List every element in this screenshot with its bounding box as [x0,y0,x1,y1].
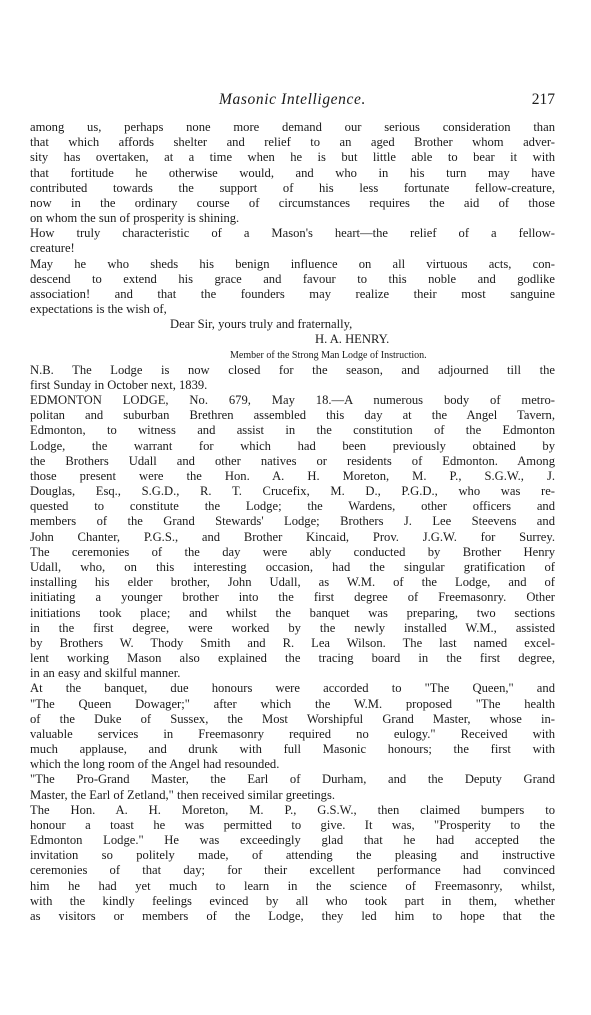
text-line: "The Queen Dowager;" after which the W.M. proposed "The health [30,696,555,711]
page-number: 217 [531,91,555,108]
text-line: much applause, and drunk with full Masonic honours; the first with [30,742,555,757]
text-line: N.B. The Lodge is now closed for the season, and adjourned till the [30,362,555,377]
text-line: sity has overtaken, at a time when he is but little able to bear it with [30,150,555,165]
text-line: Lodge, the warrant for which had been previously obtained by [30,438,555,453]
text-line: members of the Grand Stewards' Lodge; Brothers J. Lee Steevens and [30,514,555,529]
text-line: May he who sheds his benign influence on all virtuous acts, con- [30,256,555,271]
text-line: the Brothers Udall and other natives or residents of Edmonton. Among [30,453,555,468]
text-line: in an easy and skilful manner. [30,666,181,681]
text-line: lent working Mason also explained the tracing board in the first degree, [30,651,555,666]
text-line: quested to constitute the Lodge; the Wardens, other officers and [30,499,555,514]
text-line: association! and that the founders may realize their most sanguine [30,286,555,301]
text-line: contributed towards the support of his less fortunate fellow-creature, [30,180,555,195]
body-text [30,120,555,924]
text-line: valuable services in Freemasonry required no eulogy." Received with [30,726,555,741]
page-header [30,91,555,111]
text-line: him he had yet much to learn in the science of Freemasonry, whilst, [30,878,555,893]
text-line: How truly characteristic of a Mason's heart—the relief of a fellow- [30,226,555,241]
text-line: At the banquet, due honours were accorded to "The Queen," and [30,681,555,696]
text-line: installing his elder brother, John Udall, as W.M. of the Lodge, and of [30,575,555,590]
text-line: that which affords shelter and relief to an aged Brother whom adver- [30,135,555,150]
text-line: descend to extend his grace and favour to this noble and godlike [30,271,555,286]
text-line: as visitors or members of the Lodge, they led him to hope that the [30,908,555,923]
text-line: Udall, who, on this interesting occasion, had the singular gratification of [30,559,555,574]
text-line: of the Duke of Sussex, the Most Worshipful Grand Master, whose in- [30,711,555,726]
text-line: among us, perhaps none more demand our serious consideration than [30,120,555,134]
text-line: John Chanter, P.G.S., and Brother Kincaid, Prov. J.G.W. for Surrey. [30,529,555,544]
text-line: by Brothers W. Thody Smith and R. Lea Wilson. The last named excel- [30,635,555,650]
text-line: honour a toast he was permitted to give. It was, "Prosperity to the [30,817,555,832]
text-line: initiations took place; and whilst the banquet was preparing, two sections [30,605,555,620]
text-line: Edmonton Lodge." He was exceedingly glad that he had accepted the [30,833,555,848]
text-line: now in the ordinary course of circumstances requires the aid of those [30,195,555,210]
text-line: which the long room of the Angel had resounded. [30,757,280,772]
letter-signature: H. A. HENRY. [315,332,390,347]
text-line: The ceremonies of the day were ably conducted by Brother Henry [30,544,555,559]
text-line: Edmonton, to witness and assist in the constitution of the Edmonton [30,423,555,438]
text-line: expectations is the wish of, [30,302,167,317]
text-line: invitation so politely made, of attending the pleasing and instructive [30,848,555,863]
text-line: EDMONTON LODGE, No. 679, May 18.—A numerous body of metro- [30,393,555,408]
text-line: "The Pro-Grand Master, the Earl of Durham, and the Deputy Grand [30,772,555,787]
text-line: with the kindly feelings evinced by all who took part in them, whether [30,893,555,908]
text-line: that fortitude he otherwise would, and who in his turn may have [30,165,555,180]
text-line: The Hon. A. H. Moreton, M. P., G.S.W., then claimed bumpers to [30,802,555,817]
text-line: ceremonies of that day; for their excellent performance had convinced [30,863,555,878]
text-line: first Sunday in October next, 1839. [30,377,208,392]
text-line: Douglas, Esq., S.G.D., R. T. Crucefix, M. D., P.G.D., who was re- [30,484,555,499]
text-line: those present were the Hon. A. H. Moreton, M. P., S.G.W., J. [30,468,555,483]
letter-closing: Dear Sir, yours truly and fraternally, [170,317,353,332]
running-head: Masonic Intelligence. [219,91,366,108]
signature-affiliation: Member of the Strong Man Lodge of Instruction. [230,349,427,361]
text-line: on whom the sun of prosperity is shining. [30,211,240,226]
text-line: Master, the Earl of Zetland," then received similar greetings. [30,787,336,802]
text-line: initiating a younger brother into the first degree of Freemasonry. Other [30,590,555,605]
text-line: politan and suburban Brethren assembled this day at the Angel Tavern, [30,408,555,423]
text-line: creature! [30,241,75,256]
text-line: in the first degree, were worked by the newly installed W.M., assisted [30,620,555,635]
